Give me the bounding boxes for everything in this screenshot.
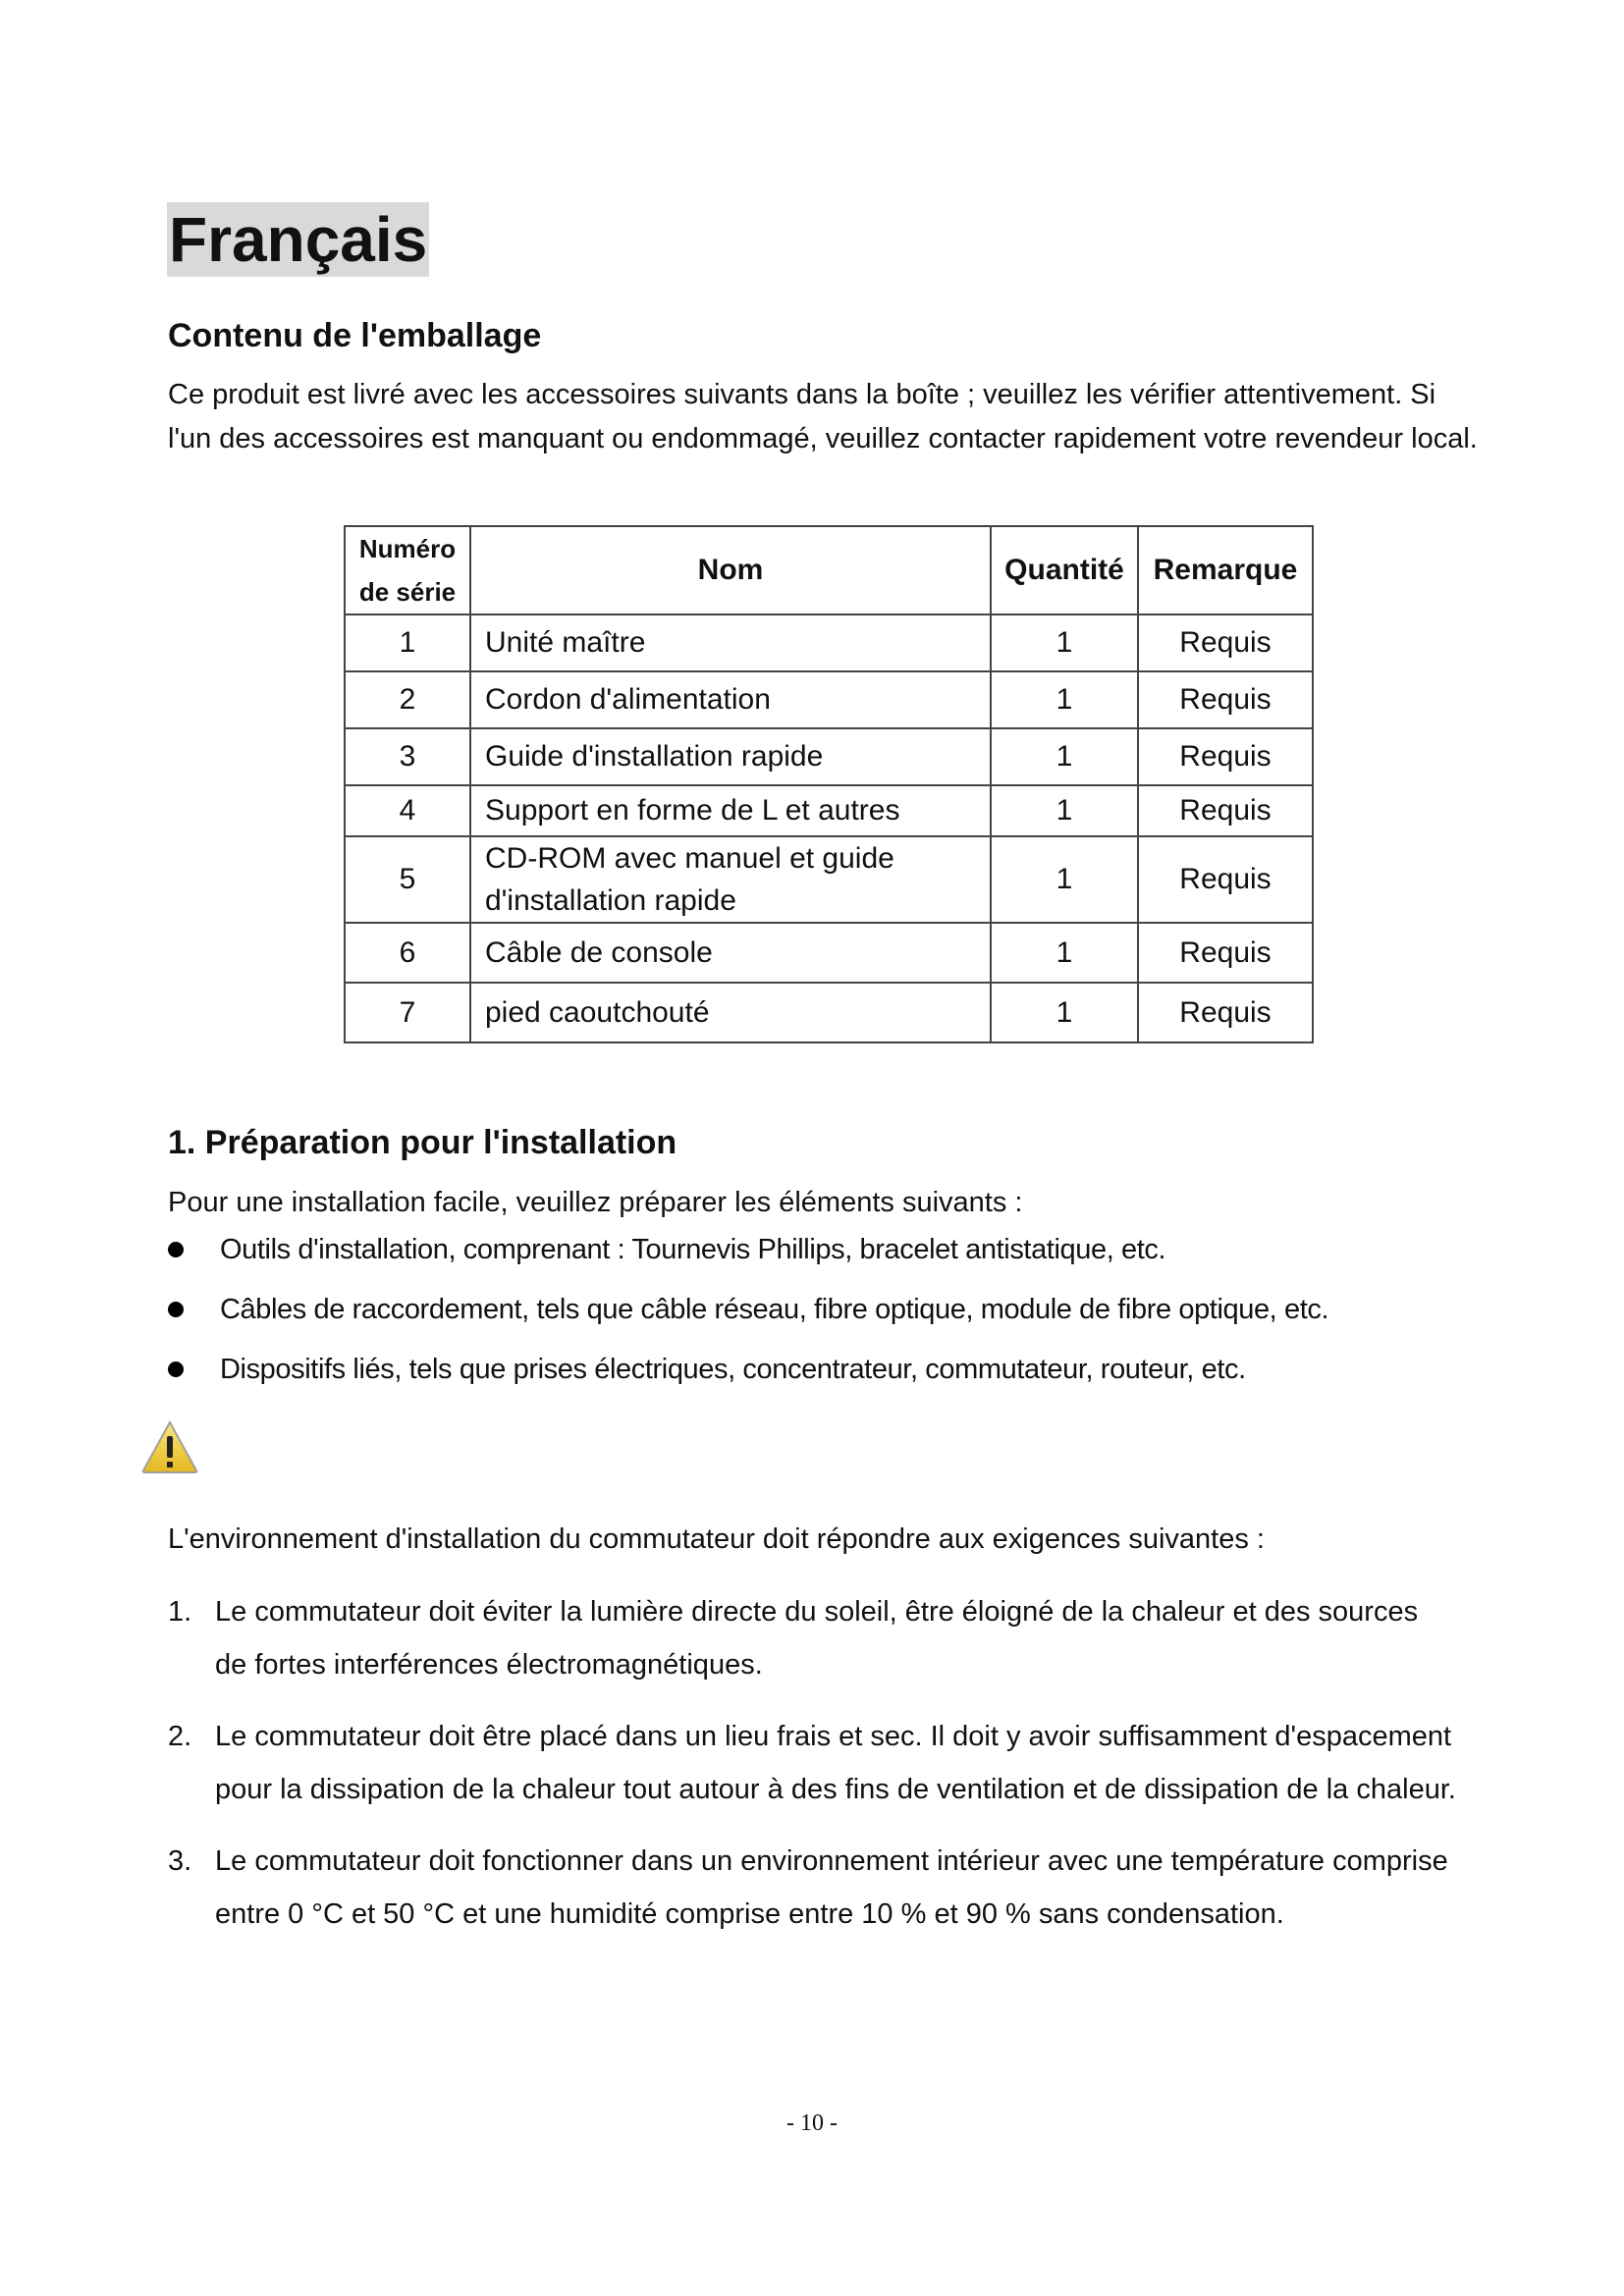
cell-qty: 1 <box>991 785 1138 836</box>
cell-remark: Requis <box>1138 671 1313 728</box>
table-row <box>345 836 1313 923</box>
cell-remark: Requis <box>1138 614 1313 671</box>
table-row <box>345 728 1313 785</box>
list-item <box>168 1710 1482 1816</box>
cell-num: 6 <box>345 923 470 983</box>
cell-name <box>470 836 991 923</box>
cell-remark: Requis <box>1138 785 1313 836</box>
cell-qty: 1 <box>991 728 1138 785</box>
table-header-row <box>345 526 1313 614</box>
preparation-intro: Pour une installation facile, veuillez préparer les éléments suivants : <box>168 1187 1023 1218</box>
list-item-text: Outils d'installation, comprenant : Tournevis Phillips, bracelet antistatique, etc. <box>220 1234 1166 1265</box>
list-item-text: Le commutateur doit être placé dans un lieu frais et sec. Il doit y avoir suffisamment d'espacement pour la dissipation de la chaleur tout autour à des fins de ventilation et de dissipation de la chaleur. <box>215 1721 1456 1805</box>
package-contents-table <box>344 525 1314 1043</box>
list-item-number: 3. <box>168 1845 192 1877</box>
cell-remark: Requis <box>1138 728 1313 785</box>
table-row <box>345 671 1313 728</box>
cell-name: pied caoutchouté <box>470 983 991 1042</box>
bullet-dot-icon <box>168 1362 184 1377</box>
cell-name: Guide d'installation rapide <box>470 728 991 785</box>
header-name: Nom <box>470 526 991 614</box>
cell-qty: 1 <box>991 983 1138 1042</box>
table-row <box>345 983 1313 1042</box>
header-serial-number <box>345 526 470 614</box>
package-heading: Contenu de l'emballage <box>168 317 542 354</box>
cell-num: 3 <box>345 728 470 785</box>
cell-qty: 1 <box>991 836 1138 923</box>
cell-qty: 1 <box>991 671 1138 728</box>
list-item-number: 2. <box>168 1721 192 1752</box>
cell-remark: Requis <box>1138 836 1313 923</box>
warning-triangle-icon <box>140 1419 199 1474</box>
page-title: Français <box>169 204 428 275</box>
cell-qty: 1 <box>991 614 1138 671</box>
preparation-heading: 1. Préparation pour l'installation <box>168 1124 677 1161</box>
cell-name: Câble de console <box>470 923 991 983</box>
header-remark: Remarque <box>1138 526 1313 614</box>
list-item <box>168 1235 1328 1295</box>
cell-remark: Requis <box>1138 983 1313 1042</box>
cell-name: Support en forme de L et autres <box>470 785 991 836</box>
header-serial-line2: de série <box>358 577 457 607</box>
table-row <box>345 785 1313 836</box>
cell-name-line1: CD-ROM avec manuel et guide <box>485 842 894 875</box>
cell-qty: 1 <box>991 923 1138 983</box>
bullet-dot-icon <box>168 1302 184 1317</box>
list-item <box>168 1295 1328 1355</box>
page-number: - 10 - <box>786 2110 838 2136</box>
list-item <box>168 1585 1433 1691</box>
cell-num: 2 <box>345 671 470 728</box>
cell-num: 7 <box>345 983 470 1042</box>
cell-num: 1 <box>345 614 470 671</box>
header-serial-line1: Numéro <box>358 534 457 563</box>
package-intro: Ce produit est livré avec les accessoires suivants dans la boîte ; veuillez les vérifier attentivement. Si l'un des accessoires est manquant ou endommagé, veuillez contacter rapidement votre revendeur local. <box>168 379 1478 454</box>
list-item-text: Câbles de raccordement, tels que câble réseau, fibre optique, module de fibre optique, etc. <box>220 1294 1329 1325</box>
list-item <box>168 1835 1491 1941</box>
preparation-bullet-list <box>168 1235 1328 1415</box>
list-item-text: Le commutateur doit fonctionner dans un environnement intérieur avec une température comprise entre 0 °C et 50 °C et une humidité comprise entre 10 % et 90 % sans condensation. <box>215 1845 1448 1930</box>
bullet-dot-icon <box>168 1242 184 1257</box>
table-row <box>345 614 1313 671</box>
header-quantity: Quantité <box>991 526 1138 614</box>
list-item-text: Le commutateur doit éviter la lumière directe du soleil, être éloigné de la chaleur et des sources de fortes interférences électromagnétiques. <box>215 1596 1419 1681</box>
environment-intro: L'environnement d'installation du commutateur doit répondre aux exigences suivantes : <box>168 1523 1265 1555</box>
cell-name: Unité maître <box>470 614 991 671</box>
cell-num: 5 <box>345 836 470 923</box>
list-item <box>168 1355 1328 1415</box>
cell-name: Cordon d'alimentation <box>470 671 991 728</box>
list-item-text: Dispositifs liés, tels que prises électriques, concentrateur, commutateur, routeur, etc. <box>220 1354 1246 1385</box>
list-item-number: 1. <box>168 1596 192 1628</box>
requirements-list <box>168 1585 1491 1959</box>
cell-name-line2: d'installation rapide <box>485 884 736 917</box>
cell-remark: Requis <box>1138 923 1313 983</box>
cell-num: 4 <box>345 785 470 836</box>
table-row <box>345 923 1313 983</box>
